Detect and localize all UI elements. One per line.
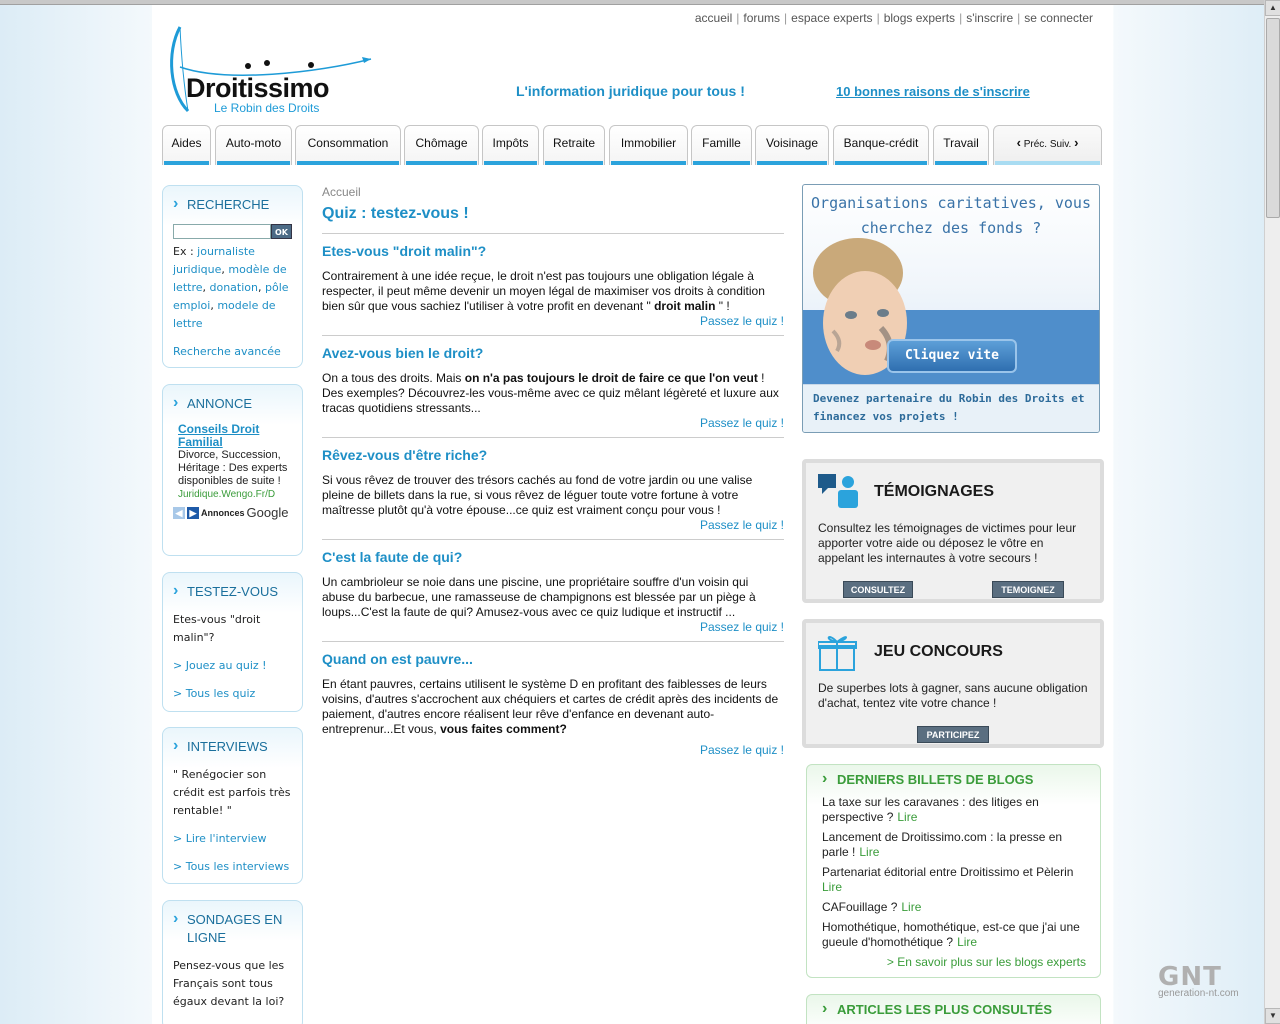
quiz-item	[322, 336, 784, 438]
top-link-forums[interactable]: forums	[743, 11, 781, 25]
jeu-concours-box	[802, 619, 1104, 748]
ad-next-icon[interactable]: ▶	[187, 507, 199, 519]
temoignages-box	[802, 459, 1104, 603]
testez-title: › TESTEZ-VOUS	[173, 583, 292, 601]
page-title: Quiz : testez-vous !	[322, 205, 784, 234]
lire-link[interactable]: Lire	[901, 900, 922, 914]
testez-box	[162, 572, 303, 712]
search-examples: Ex : journaliste juridique, modèle de lettre, donation, pôle emploi, modele de lettre	[173, 245, 289, 330]
breadcrumb[interactable]: Accueil	[322, 185, 361, 199]
participez-button[interactable]: PARTICIPEZ	[917, 726, 989, 743]
tab-consommation[interactable]: Consommation	[295, 125, 401, 165]
ex-label: Ex :	[173, 245, 194, 258]
tab-famille[interactable]: Famille	[691, 125, 752, 165]
tab-prev-next	[993, 125, 1102, 165]
blog-item: Partenariat éditorial entre Droitissimo et Pèlerin Lire	[822, 865, 1074, 894]
temoignages-text: Consultez les témoignages de victimes pour leur apporter votre aide ou déposez le vôtre en appelant les internautes à votre secours !	[818, 521, 1077, 565]
search-title: › RECHERCHE	[173, 196, 292, 214]
chevron-left-icon[interactable]: ‹	[1016, 135, 1021, 150]
lire-link[interactable]: Lire	[859, 845, 880, 859]
reasons-link[interactable]: 10 bonnes raisons de s'inscrire	[836, 84, 1030, 99]
promo-cta-button[interactable]: Cliquez vite	[887, 339, 1017, 373]
charity-promo-banner[interactable]	[802, 184, 1100, 433]
blog-item: Homothétique, homothétique, est-ce que j'ai une gueule d'homothétique ? Lire	[822, 920, 1080, 949]
example-link[interactable]: journaliste juridique	[173, 245, 255, 276]
vertical-scrollbar[interactable]	[1264, 0, 1280, 1024]
quiz-title[interactable]: Quand on est pauvre...	[322, 651, 473, 667]
articles-box	[806, 994, 1101, 1024]
interviews-text: " Renégocier son crédit est parfois très rentable! "	[173, 768, 291, 817]
quiz-title[interactable]: Etes-vous "droit malin"?	[322, 243, 487, 259]
lire-link[interactable]: Lire	[957, 935, 978, 949]
search-input[interactable]	[173, 224, 271, 239]
annonce-box	[162, 384, 303, 556]
sondages-title: › SONDAGES EN LIGNE	[173, 911, 292, 947]
promo-band-text: Devenez partenaire du Robin des Droits et financez vos projets !	[803, 384, 1099, 432]
scroll-thumb[interactable]	[1266, 18, 1280, 218]
example-link[interactable]: donation	[209, 281, 258, 294]
quiz-link[interactable]: Passez le quiz !	[699, 416, 784, 430]
site-slogan: L'information juridique pour tous !	[516, 83, 745, 99]
interviews-box	[162, 727, 303, 884]
gnt-watermark	[1158, 962, 1263, 1007]
quiz-link[interactable]: Passez le quiz !	[699, 314, 784, 328]
quiz-text: En étant pauvres, certains utilisent le système D en profitant des faiblesses de leurs voisins, d'autres s'accrochent aux chéquiers et cartes de crédit après des incidents de paiement, d'autres encore réalisent leur rêve d'enfance en devenant auto-entreprenur...Et vous, vous faites comment?	[322, 677, 779, 736]
gift-icon	[818, 632, 862, 672]
quiz-item	[322, 438, 784, 540]
main-content	[322, 185, 784, 764]
read-interview-link[interactable]: > Lire l'interview	[173, 832, 267, 845]
top-links: accueil | forums | espace experts | blogs experts | s'inscrire | se connecter	[691, 11, 1097, 25]
logo-tagline: Le Robin des Droits	[214, 101, 320, 115]
prev-label[interactable]: Préc.	[1023, 139, 1048, 150]
tab-travail[interactable]: Travail	[933, 125, 989, 165]
testez-text: Etes-vous "droit malin"?	[173, 613, 261, 644]
temoignages-title: TÉMOIGNAGES	[874, 483, 995, 500]
ad-link[interactable]: Conseils Droit Familial	[178, 422, 260, 449]
blogs-more-link[interactable]: > En savoir plus sur les blogs experts	[886, 955, 1086, 969]
blogs-box	[806, 764, 1101, 978]
top-link-inscrire[interactable]: s'inscrire	[966, 11, 1014, 25]
quiz-item	[322, 642, 784, 764]
scroll-up-icon[interactable]: ▲	[1265, 0, 1280, 16]
logo-brand: Droitissimo	[186, 73, 330, 103]
google-logo: Google	[246, 505, 289, 520]
temoignez-button[interactable]: TEMOIGNEZ	[992, 581, 1064, 598]
sondages-text: Pensez-vous que les Français sont tous égaux devant la loi?	[173, 959, 285, 1008]
tab-auto-moto[interactable]: Auto-moto	[215, 125, 292, 165]
quiz-text: Un cambrioleur se noie dans une piscine, une propriétaire souffre d'un voisin qui abuse du barbecue, une ramasseuse de champignons est blessée par un piège à loups...C'est la faute de qui? Amusez-vous avec ce quiz ludique et instructif ...	[322, 575, 756, 619]
tab-chomage[interactable]: Chômage	[404, 125, 479, 165]
play-quiz-link[interactable]: > Jouez au quiz !	[173, 659, 267, 672]
scroll-down-icon[interactable]: ▼	[1265, 1008, 1280, 1024]
quiz-title[interactable]: C'est la faute de qui?	[322, 549, 463, 565]
quiz-link[interactable]: Passez le quiz !	[699, 518, 784, 532]
top-link-blogs-experts[interactable]: blogs experts	[883, 11, 956, 25]
site-logo[interactable]	[166, 23, 376, 115]
blog-item: La taxe sur les caravanes : des litiges en perspective ? Lire	[822, 795, 1039, 824]
quiz-link[interactable]: Passez le quiz !	[699, 620, 784, 634]
ad-footer-label: Annonces	[201, 508, 245, 518]
quiz-text: Contrairement à une idée reçue, le droit n'est pas toujours une obligation légale à respecter, il peut même devenir un moyen légal de maximiser vos droits à condition bien sûr que vous sachiez l'utiliser à votre profit en devenant " droit malin " !	[322, 269, 765, 313]
top-link-accueil[interactable]: accueil	[694, 11, 733, 25]
quiz-item	[322, 234, 784, 336]
blogs-title: › DERNIERS BILLETS DE BLOGS	[822, 772, 1086, 787]
tab-immobilier[interactable]: Immobilier	[609, 125, 688, 165]
ad-body: Divorce, Succession, Héritage : Des experts disponibles de suite !	[178, 449, 288, 487]
quiz-link[interactable]: Passez le quiz !	[699, 743, 784, 757]
quiz-title[interactable]: Avez-vous bien le droit?	[322, 345, 484, 361]
all-interviews-link[interactable]: > Tous les interviews	[173, 860, 290, 873]
chevron-right-icon[interactable]: ›	[1074, 135, 1079, 150]
jeu-text: De superbes lots à gagner, sans aucune obligation d'achat, tentez vite votre chance !	[818, 681, 1088, 710]
tab-impots[interactable]: Impôts	[482, 125, 539, 165]
quiz-item	[322, 540, 784, 642]
search-ok-button[interactable]: OK	[271, 224, 292, 239]
tab-voisinage[interactable]: Voisinage	[755, 125, 829, 165]
top-link-espace-experts[interactable]: espace experts	[791, 11, 873, 25]
annonce-title: › ANNONCE	[173, 395, 292, 413]
lire-link[interactable]: Lire	[897, 810, 918, 824]
ad-footer	[173, 504, 292, 522]
ad-prev-icon[interactable]: ◀	[173, 507, 185, 519]
articles-title: › ARTICLES LES PLUS CONSULTÉS	[822, 1002, 1086, 1017]
ad-url[interactable]: Juridique.Wengo.Fr/D	[178, 489, 276, 500]
consultez-button[interactable]: CONSULTEZ	[843, 581, 913, 598]
blog-item: CAFouillage ? Lire	[822, 900, 922, 914]
advanced-search-link[interactable]: Recherche avancée	[173, 345, 281, 358]
page-container	[152, 5, 1112, 1024]
blog-item: Lancement de Droitissimo.com : la presse en parle ! Lire	[822, 830, 1063, 859]
speech-people-icon	[818, 472, 862, 512]
sondages-box	[162, 900, 303, 1024]
tab-banque-credit[interactable]: Banque-crédit	[833, 125, 929, 165]
all-quiz-link[interactable]: > Tous les quiz	[173, 687, 256, 700]
interviews-title: › INTERVIEWS	[173, 738, 292, 756]
quiz-title[interactable]: Rêvez-vous d'être riche?	[322, 447, 488, 463]
category-nav	[162, 125, 1102, 167]
quiz-text: Si vous rêvez de trouver des trésors cachés au fond de votre jardin ou une valise pleine de billets dans la rue, si vous rêvez de léguer toute votre fortune à votre maîtresse plutôt qu'à votre épouse...ce quiz est vraiment conçu pour vous !	[322, 473, 753, 517]
tab-aides[interactable]: Aides	[162, 125, 211, 165]
search-box	[162, 185, 303, 368]
example-link[interactable]: modèle de lettre	[173, 263, 287, 294]
jeu-title: JEU CONCOURS	[874, 643, 1003, 660]
promo-headline: Organisations caritatives, vous cherchez des fonds ?	[811, 194, 1091, 237]
next-label[interactable]: Suiv.	[1049, 139, 1072, 150]
example-link[interactable]: pôle emploi	[173, 281, 289, 312]
quiz-text: On a tous des droits. Mais on n'a pas toujours le droit de faire ce que l'on veut ! Des exemples? Découvrez-les vous-même avec ce quiz mêlant légèreté et luxure aux tracas quotidiens stressants...	[322, 371, 779, 415]
tab-retraite[interactable]: Retraite	[543, 125, 605, 165]
example-link[interactable]: modele de lettre	[173, 299, 276, 330]
gnt-logo: GNT	[1158, 962, 1222, 992]
lire-link[interactable]: Lire	[822, 880, 843, 894]
gnt-site: generation-nt.com	[1158, 988, 1239, 999]
top-link-connecter[interactable]: se connecter	[1024, 11, 1093, 25]
